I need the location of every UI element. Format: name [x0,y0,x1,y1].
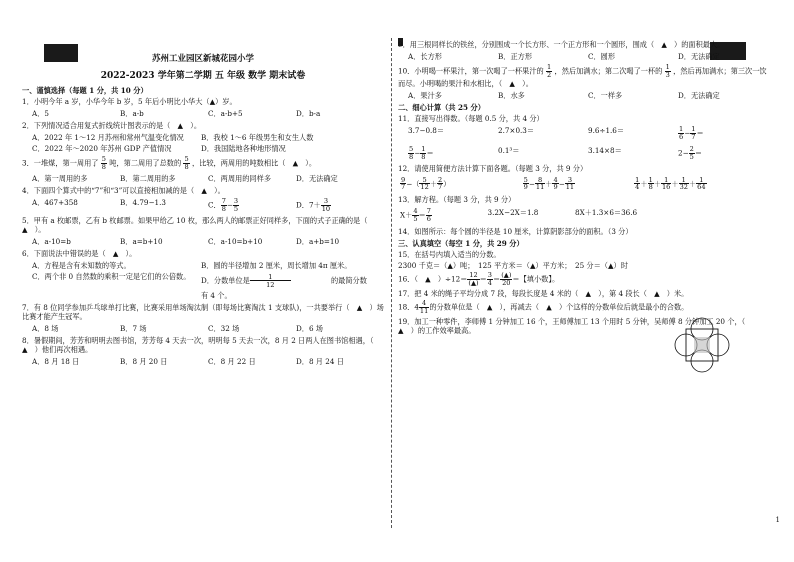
question-9-options [408,52,768,61]
option: A．8 月 18 日 [32,357,80,367]
option: A．2022 年 1～12 月苏州和常州气温变化情况 [32,132,184,142]
question-2-options [32,132,384,154]
section-2-title: 二、细心计算（共 25 分） [398,102,485,112]
option: D．无法确定 [678,52,720,61]
question-10: 10．小明喝一杯果汁，第一次喝了一杯果汁的 $\frac{1}{2}$ ，然后加满水；第二次喝了一杯的 $\frac{1}{3}$ ，然后再加满水；第三次一饮而尽。小明喝的果汁和水相比，（ ▲ ）。 [398,63,767,88]
school-name: 苏州工业园区新城花园小学 [151,54,254,64]
right-column [398,38,768,337]
option: B．7 场 [120,324,147,334]
question-13-items [400,208,680,223]
section-3-title: 三、认真填空（每空 1 分，共 29 分） [398,239,524,249]
option: C．一样多 [588,90,623,100]
page-number: 1 [775,516,780,524]
equation: 8X＋1.3×6＝36.6 [575,208,638,218]
question-9: 9．用三根同样长的铁丝，分别围成一个长方形、一个正方形和一个圆形，围成（ ▲ ）的面积最大。 [398,40,725,49]
exam-title: 2022-2023 学年第二学期 五 年级 数学 期末试卷 [100,70,306,81]
question-17: 17．把 4 米的绳子平均分成 7 段，每段长度是 4 米的（ ▲ ），第 4 段长（ ▲ ）米。 [398,289,689,299]
option: C．a-10=b+10 [208,236,263,246]
question-4-options [32,198,384,213]
calc-item: $\frac{1}{6}$ − $\frac{1}{7}$ ＝ [679,124,704,141]
calc-item: 2.7×0.3＝ [498,125,535,135]
option: D．6 场 [296,324,323,334]
option: C． $\frac{7}{8}$ − $\frac{3}{5}$ [208,196,239,213]
calc-item: $\frac{1}{4}$ ＋ $\frac{1}{8}$ ＋ $\frac{1}{16}$ ＋ $\frac{1}{32}$ ＋ $\frac{1}{64}$ [635,175,706,192]
option: A．长方形 [408,52,442,61]
option: B．水多 [498,90,525,100]
option: B．第二周用的多 [120,173,176,183]
calc-item: 3.14×8＝ [588,145,622,155]
calc-item: $\frac{9}{7}$ −（ $\frac{5}{12}$ ＋ $\frac{2}{7}$ ） [401,175,451,192]
option: D．8 月 24 日 [296,357,344,367]
option: A．467+358 [32,197,78,207]
equation: X＋ $\frac{4}{5}$ ＝ $\frac{7}{6}$ [400,207,431,224]
option: D．无法确定 [296,173,338,183]
option: B．8 月 20 日 [120,357,168,367]
left-column [22,38,384,369]
question-7-options [32,324,384,333]
section-1-title: 一、谨慎选择（每题 1 分，共 10 分） [22,85,148,95]
question-15: 15．在括号内填入适当的分数。 [398,250,501,260]
question-8: 8．暑假期间，芳芳和明明去图书馆，芳芳每 4 天去一次，明明每 5 天去一次，8 月 2 日两人在图书馆相遇，（ ▲ ）他们再次相遇。 [22,336,381,355]
option: C．2022 年～2020 年苏州 GDP 产值情况 [32,143,172,153]
question-15-blanks: 2300 千克＝（▲）吨； 125 平方米＝（▲）平方米； 25 分＝（▲）时 [398,261,628,271]
calc-item: 0.1³＝ [498,145,520,155]
question-14: 14．如图所示：每个圆的半径是 10 厘米，计算阴影部分的面积。（3 分） [398,227,633,237]
option: C．圆形 [588,52,616,61]
option: D．7＋ $\frac{3}{10}$ [296,196,331,213]
question-7: 7．有 8 位同学参加乒乓球单打比赛，比赛采用单场淘汰制（即每场比赛淘汰 1 支球队)，一共要举行（ ▲ ）场比赛才能产生冠军。 [22,303,384,322]
question-1-options [32,109,384,118]
calc-item: 3.7−0.8＝ [408,125,445,135]
option: B．a=b+10 [120,236,163,246]
option: A．5 [32,108,49,118]
calc-item: $\frac{5}{8}$ − $\frac{1}{8}$ ＝ [409,144,434,161]
option: A．方程是含有未知数的等式。 [32,260,131,270]
option: D．无法确定 [678,90,720,100]
question-3-options [32,174,384,183]
question-1: 1．小明今年 a 岁，小华今年 b 岁，5 年后小明比小华大（▲）岁。 [22,96,237,106]
column-divider [391,38,392,528]
option: C．两周用的同样多 [208,173,272,183]
question-19: 19．加工一种零件，李师傅 1 分钟加工 16 个，王师傅加工 13 个用时 5 分钟，吴师傅 8 分钟加工 20 个，（ ▲ ）的工作效率最高。 [398,316,753,335]
option: C．32 场 [208,324,240,334]
question-8-options [32,357,384,366]
circles-figure [672,315,732,375]
question-11-items [408,126,768,161]
question-18: 18．4 $\frac{4}{11}$ 的分数单位是（ ▲ ），再减去（ ▲ ）个这样的分数单位后就是最小的合数。 [398,299,689,315]
calc-item: 9.6÷1.6＝ [588,125,625,135]
fraction: $\frac{5}{8}$ [184,154,189,171]
question-5: 5．甲有 a 枚邮票，乙有 b 枚邮票。如果甲给乙 10 枚，那么两人的邮票正好同样多，下面的式子正确的是（ ▲ ）。 [22,215,375,234]
question-13: 13．解方程。（每题 3 分，共 9 分） [398,195,516,205]
option: B．4.79−1.3 [120,197,166,207]
question-6-options [32,260,384,302]
option: C．8 月 22 日 [208,357,256,367]
option: A．第一周用的多 [32,173,88,183]
option: A．a-10=b [32,236,71,246]
question-5-options [32,237,384,246]
option: A．果汁多 [408,90,442,100]
option: B．正方形 [498,52,533,61]
question-4: 4．下面四个算式中的“7”和“3”可以直接相加减的是（ ▲ ）。 [22,185,225,195]
option: D．我国陆地各种地形情况 [200,143,286,153]
question-6: 6．下面说法中错误的是（ ▲ ）。 [22,248,137,258]
question-16: 16．（ ▲ ）÷12＝ $\frac{12}{(▲)}$ ＝ $\frac{3}{4}$ ＝ $\frac{(▲)}{20}$ ＝【填小数】。 [398,271,560,288]
calc-item: 2− $\frac{2}{5}$ ＝ [678,144,703,161]
equation: 3.2X−2X＝1.8 [487,208,539,218]
question-2: 2．下列情况适合用复式折线统计图表示的是（ ▲ ）。 [22,120,202,130]
option: B．我校 1～6 年级男生和女生人数 [200,132,314,142]
option: B．a-b [120,108,144,118]
option: A．8 场 [32,324,59,334]
option: D．a+b=10 [296,236,340,246]
option: D．b-a [296,108,321,118]
question-3: 3．一堆煤，第一周用了 $\frac{5}{8}$ 吨，第二周用了总数的 $\frac{5}{8}$ ，比较，两周用的吨数相比（ ▲ ）。 [22,154,317,171]
question-11: 11．直接写出得数。（每题 0.5 分，共 4 分） [398,113,544,123]
fraction: $\frac{5}{8}$ [101,154,106,171]
option: D．分数单位是 $\frac{1}{12}$ 的最简分数有 4 个。 [200,272,367,301]
question-12: 12．请使用简便方法计算下面各题。（每题 3 分，共 9 分） [398,163,588,173]
calc-item: $\frac{5}{9}$ − $\frac{8}{11}$ ＋ $\frac{4}{9}$ − $\frac{3}{11}$ [523,175,575,192]
question-12-items [400,177,768,192]
question-10-options [408,91,768,100]
option: C．两个非 0 自然数的乘积一定是它们的公倍数。 [32,271,191,281]
option: B．圆的半径增加 2 厘米，周长增加 4π 厘米。 [200,260,352,270]
option: C．a-b+5 [208,108,243,118]
